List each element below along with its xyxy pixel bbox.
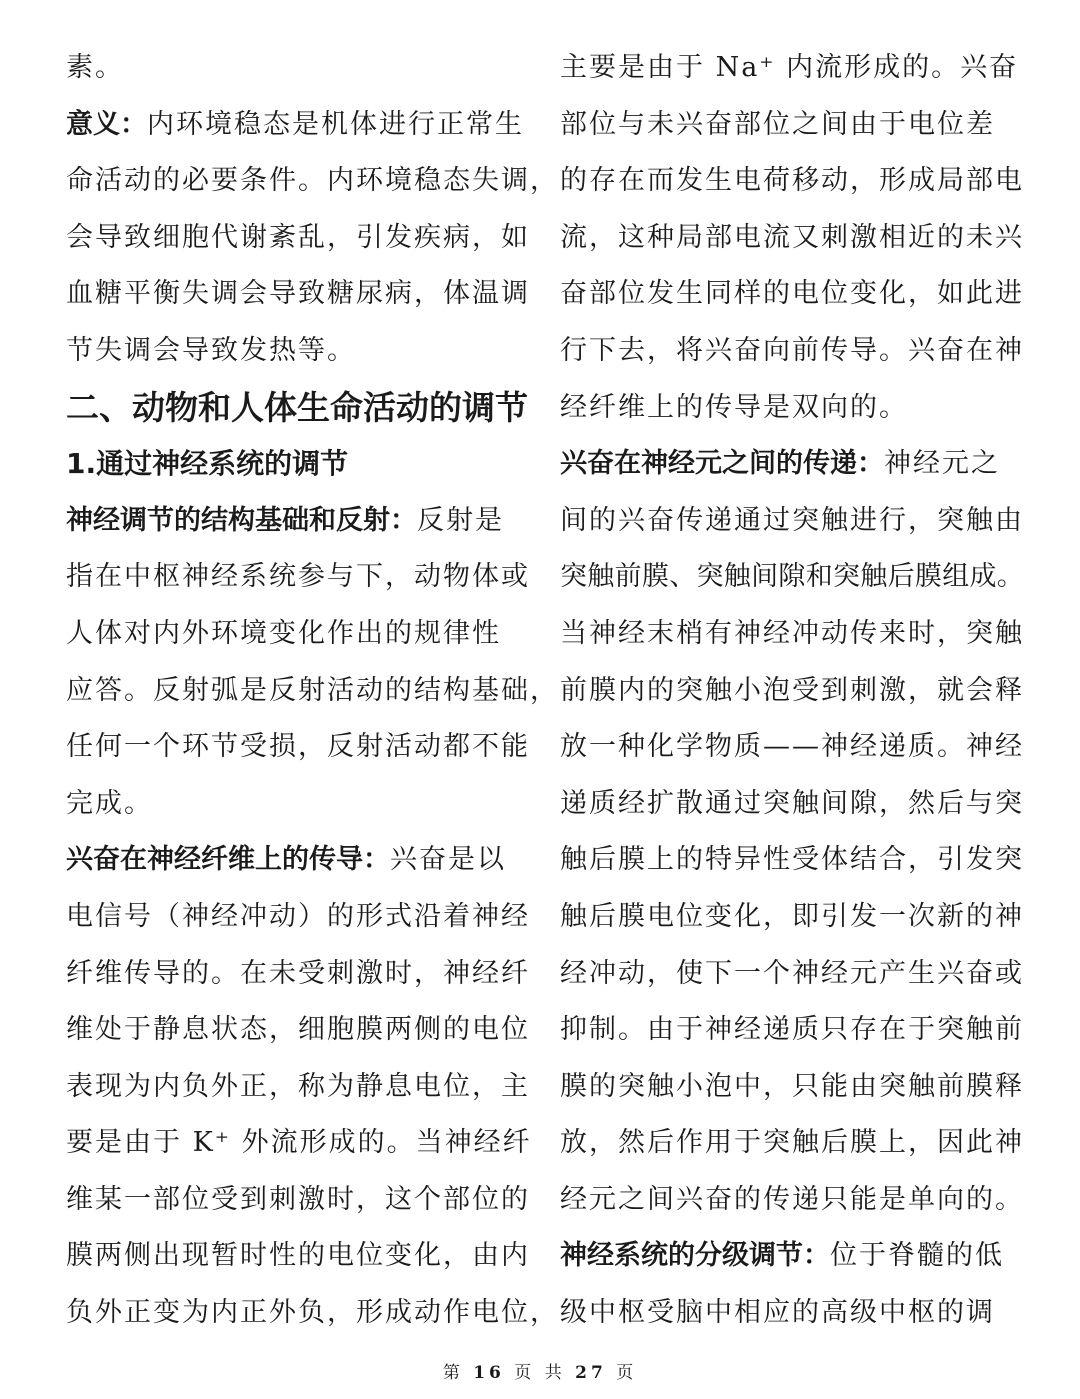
term-label: 意义： (66, 108, 147, 140)
total-pages-number: 27 (575, 1363, 607, 1383)
text-line (560, 832, 1050, 889)
body-text: 电信号（神经冲动）的形式沿着神经 (66, 900, 530, 932)
term-label: 兴奋在神经元之间的传递： (560, 448, 884, 480)
body-text: 内环境稳态是机体进行正常生 (147, 108, 524, 140)
text-line (66, 323, 536, 380)
body-text: 经元之间兴奋的传递只能是单向的。 (560, 1183, 1024, 1215)
text-line (560, 97, 1050, 154)
body-text: 流，这种局部电流又刺激相近的未兴 (560, 221, 1024, 253)
body-text: 应答。反射弧是反射活动的结构基础， (66, 674, 559, 706)
text-line (560, 40, 1050, 97)
text-line (66, 719, 536, 776)
text-line (66, 946, 536, 1003)
body-text: 指在中枢神经系统参与下，动物体或 (66, 561, 530, 593)
text-line (560, 266, 1050, 323)
body-text: 当神经末梢有神经冲动传来时，突触 (560, 617, 1024, 649)
text-line (560, 493, 1050, 550)
body-text: 放，然后作用于突触后膜上，因此神 (560, 1127, 1024, 1159)
body-text: 完成。 (66, 787, 153, 819)
body-text: 经冲动，使下一个神经元产生兴奋或 (560, 957, 1024, 989)
body-text: 维处于静息状态，细胞膜两侧的电位 (66, 1014, 530, 1046)
footer-middle: 页 共 (514, 1363, 566, 1383)
text-line (560, 1115, 1050, 1172)
text-line (66, 210, 536, 267)
text-line (560, 323, 1050, 380)
text-line (560, 606, 1050, 663)
body-text: 级中枢受脑中相应的高级中枢的调 (560, 1297, 995, 1329)
text-line (560, 889, 1050, 946)
body-text: 抑制。由于神经递质只存在于突触前 (560, 1014, 1024, 1046)
body-text: 兴奋是以 (390, 844, 506, 876)
text-line (560, 153, 1050, 210)
text-line (560, 719, 1050, 776)
body-text: 放一种化学物质——神经递质。神经 (560, 731, 1024, 763)
text-line (560, 436, 1050, 493)
text-line (66, 1285, 559, 1342)
text-line (560, 663, 1050, 720)
text-line (66, 832, 536, 889)
text-line (66, 380, 536, 437)
text-line (560, 549, 1050, 606)
text-line (66, 549, 536, 606)
left-column (66, 40, 559, 1342)
text-line (66, 1059, 536, 1116)
text-line (66, 40, 536, 97)
page-footer (0, 1358, 1080, 1383)
text-line (66, 889, 536, 946)
body-text: 触后膜电位变化，即引发一次新的神 (560, 900, 1024, 932)
text-line (66, 1115, 536, 1172)
body-text: 部位与未兴奋部位之间由于电位差 (560, 108, 995, 140)
text-line (66, 97, 536, 154)
body-text: 维某一部位受到刺激时，这个部位的 (66, 1183, 530, 1215)
current-page-number: 16 (473, 1363, 505, 1383)
term-label: 兴奋在神经纤维上的传导： (66, 844, 390, 876)
text-line (66, 266, 536, 323)
right-column (560, 40, 1050, 1342)
body-text: 神经元之 (884, 448, 1000, 480)
body-text: 主要是由于 Na⁺ 内流形成的。兴奋 (560, 52, 1019, 83)
body-text: 经纤维上的传导是双向的。 (560, 391, 908, 423)
text-line (560, 1002, 1050, 1059)
text-line (66, 1228, 536, 1285)
subsection-heading: 1.通过神经系统的调节 (66, 447, 349, 481)
text-line (66, 1172, 536, 1229)
text-line (560, 1228, 1050, 1285)
text-line (560, 1172, 1050, 1229)
body-text: 反射是 (417, 504, 504, 536)
body-text: 间的兴奋传递通过突触进行，突触由 (560, 504, 1024, 536)
text-line (560, 776, 1050, 833)
section-heading: 二、动物和人体生命活动的调节 (66, 387, 528, 427)
body-text: 节失调会导致发热等。 (66, 334, 356, 366)
term-label: 神经系统的分级调节： (560, 1240, 830, 1272)
text-line (66, 606, 536, 663)
body-text: 递质经扩散通过突触间隙，然后与突 (560, 787, 1024, 819)
text-line (560, 1059, 1050, 1116)
text-line (66, 493, 536, 550)
body-text: 任何一个环节受损，反射活动都不能 (66, 731, 530, 763)
body-text: 负外正变为内正外负，形成动作电位， (66, 1297, 559, 1329)
body-text: 前膜内的突触小泡受到刺激，就会释 (560, 674, 1024, 706)
body-text: 奋部位发生同样的电位变化，如此进 (560, 278, 1024, 310)
footer-prefix: 第 (442, 1363, 464, 1383)
term-label: 神经调节的结构基础和反射： (66, 504, 417, 536)
text-line (560, 210, 1050, 267)
text-line (66, 153, 559, 210)
text-line (66, 663, 559, 720)
body-text: 的存在而发生电荷移动，形成局部电 (560, 165, 1024, 197)
body-text: 膜两侧出现暂时性的电位变化，由内 (66, 1240, 530, 1272)
body-text: 突触前膜、突触间隙和突触后膜组成。 (560, 561, 1025, 593)
text-line (66, 1002, 536, 1059)
body-text: 纤维传导的。在未受刺激时，神经纤 (66, 957, 530, 989)
text-line (560, 946, 1050, 1003)
text-line (66, 436, 536, 493)
body-text: 膜的突触小泡中，只能由突触前膜释 (560, 1070, 1024, 1102)
footer-suffix: 页 (616, 1363, 638, 1383)
text-line (560, 1285, 1050, 1342)
text-line (560, 380, 1050, 437)
body-text: 表现为内负外正，称为静息电位，主 (66, 1070, 530, 1102)
body-text: 要是由于 K⁺ 外流形成的。当神经纤 (66, 1127, 532, 1159)
text-line (66, 776, 536, 833)
body-text: 会导致细胞代谢紊乱，引发疾病，如 (66, 221, 530, 253)
body-text: 血糖平衡失调会导致糖尿病，体温调 (66, 278, 530, 310)
body-text: 命活动的必要条件。内环境稳态失调， (66, 165, 559, 197)
body-text: 位于脊髓的低 (830, 1240, 1004, 1272)
body-text: 行下去，将兴奋向前传导。兴奋在神 (560, 334, 1024, 366)
body-text: 人体对内外环境变化作出的规律性 (66, 617, 501, 649)
body-text: 触后膜上的特异性受体结合，引发突 (560, 844, 1024, 876)
body-text: 素。 (66, 52, 124, 83)
